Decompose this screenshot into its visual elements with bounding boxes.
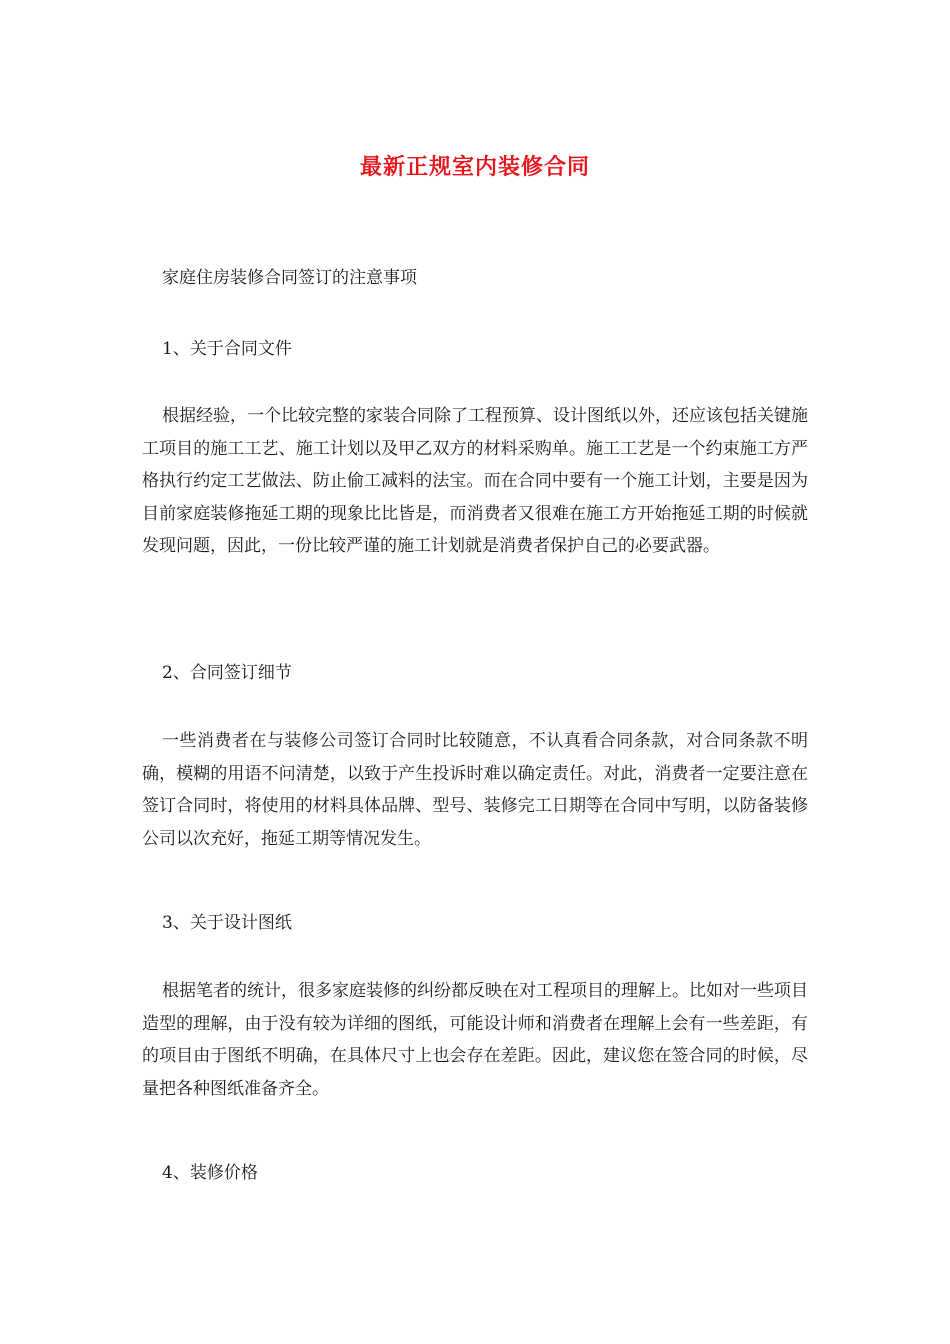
document-subtitle: 家庭住房装修合同签订的注意事项 bbox=[162, 268, 417, 288]
section-heading-1: 1、关于合同文件 bbox=[162, 339, 292, 359]
section-body-2: 一些消费者在与装修公司签订合同时比较随意，不认真看合同条款，对合同条款不明确，模糊的用语不问清楚，以致于产生投诉时难以确定责任。对此，消费者一定要注意在签订合同时，将使用的材料具体品牌、型号、装修完工日期等在合同中写明，以防备装修公司以次充好，拖延工期等情况发生。 bbox=[142, 731, 808, 849]
section-body-1: 根据经验，一个比较完整的家装合同除了工程预算、设计图纸以外，还应该包括关键施工项目的施工工艺、施工计划以及甲乙双方的材料采购单。施工工艺是一个约束施工方严格执行约定工艺做法、防止偷工减料的法宝。而在合同中要有一个施工计划，主要是因为目前家庭装修拖延工期的现象比比皆是，而消费者又很难在施工方开始拖延工期的时候就发现问题，因此，一份比较严谨的施工计划就是消费者保护自己的必要武器。 bbox=[142, 406, 808, 556]
section-heading-4: 4、装修价格 bbox=[162, 1163, 258, 1183]
section-body-3: 根据笔者的统计，很多家庭装修的纠纷都反映在对工程项目的理解上。比如对一些项目造型的理解，由于没有较为详细的图纸，可能设计师和消费者在理解上会有一些差距，有的项目由于图纸不明确，在具体尺寸上也会存在差距。因此，建议您在签合同的时候，尽量把各种图纸准备齐全。 bbox=[142, 981, 808, 1099]
section-heading-2: 2、合同签订细节 bbox=[162, 663, 292, 683]
document-title: 最新正规室内装修合同 bbox=[359, 155, 590, 180]
section-heading-3: 3、关于设计图纸 bbox=[162, 913, 292, 933]
